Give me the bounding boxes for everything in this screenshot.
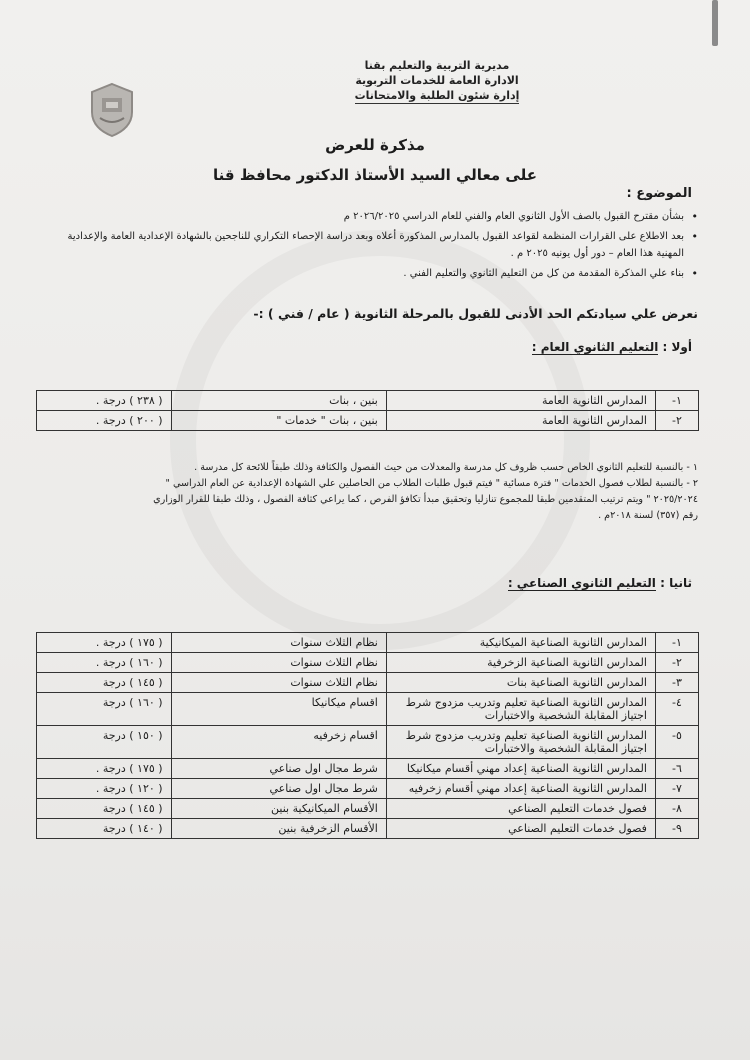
table-row — [37, 411, 699, 431]
score-cell: ( ١٤٠ ) درجة — [37, 819, 172, 839]
table-row — [37, 633, 699, 653]
row-number: ٤- — [655, 693, 698, 726]
row-number: ٣- — [655, 673, 698, 693]
table-row — [37, 819, 699, 839]
school-cell: المدارس الثانوية الصناعية إعداد مهني أقسام ميكانيكا — [386, 759, 655, 779]
score-cell: ( ١٦٠ ) درجة — [37, 693, 172, 726]
section-title: التعليم الثانوي الصناعي : — [507, 576, 656, 590]
type-cell: اقسام ميكانيكا — [171, 693, 386, 726]
bullet-item: • بعد الاطلاع على القرارات المنظمة لقواعد القبول بالمدارس المذكورة أعلاه وبعد دراسة الإحصاء التكراري للناجحين بالشهادة الإعدادية العامة والإعدادية المهنية هذا العام – دور أول يونيه ٢٠٢٥ م . — [48, 228, 698, 262]
table-row — [37, 799, 699, 819]
type-cell: بنين ، بنات — [171, 391, 386, 411]
school-cell: المدارس الثانوية الصناعية الميكانيكية — [386, 633, 655, 653]
row-number: ٥- — [655, 726, 698, 759]
note-line: ٢ - بالنسبة لطلاب فصول الخدمات " فترة مسائية " فيتم قبول طلبات الطلاب من الحاصلين علي الشهادة الإعدادية عن العام الدراسي " — [165, 478, 698, 489]
school-cell: المدارس الثانوية الصناعية الزخرفية — [386, 653, 655, 673]
ministry-logo-icon — [88, 82, 136, 138]
letterhead-line: مديرية التربية والتعليم بقنا — [364, 59, 510, 72]
table-row — [37, 673, 699, 693]
note-line: ١ - بالنسبة للتعليم الثانوي الخاص حسب ظروف كل مدرسة والمعدلات من حيث الفصول والكثافة وذلك طبقاً للائحة كل مدرسة . — [194, 462, 698, 473]
section-title: التعليم الثانوي العام : — [531, 340, 659, 354]
letterhead-line: الادارة العامة للخدمات التربوية — [355, 74, 519, 87]
type-cell: الأقسام الزخرفية بنين — [171, 819, 386, 839]
school-cell: فصول خدمات التعليم الصناعي — [386, 819, 655, 839]
school-cell: المدارس الثانوية الصناعية بنات — [386, 673, 655, 693]
type-cell: نظام الثلاث سنوات — [171, 673, 386, 693]
section-prefix: ثانيا : — [660, 576, 692, 590]
memo-addressee: على معالي السيد الأستاذ الدكتور محافظ قنا — [213, 166, 537, 184]
school-cell: المدارس الثانوية العامة — [386, 411, 655, 431]
subject-label: الموضوع : — [626, 186, 692, 201]
letterhead — [322, 58, 552, 104]
industrial-secondary-table — [36, 632, 699, 839]
score-cell: ( ١٦٠ ) درجة . — [37, 653, 172, 673]
letterhead-line: إدارة شئون الطلبة والامتحانات — [354, 89, 520, 102]
row-number: ٩- — [655, 819, 698, 839]
score-cell: ( ٢٠٠ ) درجة . — [37, 411, 172, 431]
type-cell: اقسام زخرفيه — [171, 726, 386, 759]
score-cell: ( ٢٣٨ ) درجة . — [37, 391, 172, 411]
type-cell: شرط مجال اول صناعي — [171, 759, 386, 779]
score-cell: ( ١٢٠ ) درجة . — [37, 779, 172, 799]
school-cell: المدارس الثانوية العامة — [386, 391, 655, 411]
type-cell: بنين ، بنات " خدمات " — [171, 411, 386, 431]
type-cell: شرط مجال اول صناعي — [171, 779, 386, 799]
note-line: ٢٠٢٥/٢٠٢٤ " ويتم ترتيب المتقدمين طبقا للمجموع تنازليا وتحقيق مبدأ تكافؤ الفرص ، كما يراعي كثافة الفصول ، وذلك طبقا للقرار الوزاري — [153, 494, 698, 505]
type-cell: نظام الثلاث سنوات — [171, 653, 386, 673]
school-cell: المدارس الثانوية الصناعية تعليم وتدريب مزدوج شرط اجتياز المقابلة الشخصية والاختبارات — [386, 693, 655, 726]
row-number: ٧- — [655, 779, 698, 799]
school-cell: المدارس الثانوية الصناعية إعداد مهني أقسام زخرفيه — [386, 779, 655, 799]
intro-statement: نعرض علي سيادتكم الحد الأدنى للقبول بالمرحلة الثانوية ( عام / فني ) :- — [253, 306, 698, 321]
score-cell: ( ١٧٥ ) درجة . — [37, 759, 172, 779]
score-cell: ( ١٤٥ ) درجة — [37, 799, 172, 819]
section-heading-industrial — [508, 576, 692, 590]
table-row — [37, 726, 699, 759]
table-row — [37, 391, 699, 411]
row-number: ١- — [655, 391, 698, 411]
row-number: ٦- — [655, 759, 698, 779]
section-heading-general — [532, 340, 692, 354]
row-number: ٨- — [655, 799, 698, 819]
memo-title: مذكرة للعرض — [325, 136, 425, 154]
row-number: ١- — [655, 633, 698, 653]
school-cell: المدارس الثانوية الصناعية تعليم وتدريب مزدوج شرط اجتياز المقابلة الشخصية والاختبارات — [386, 726, 655, 759]
bullet-item: • بشأن مقترح القبول بالصف الأول الثانوي العام والفني للعام الدراسي ٢٠٢٦/٢٠٢٥ م — [48, 208, 698, 225]
type-cell: نظام الثلاث سنوات — [171, 633, 386, 653]
row-number: ٢- — [655, 411, 698, 431]
note-line: رقم (٣٥٧) لسنة ٢٠١٨م . — [598, 510, 698, 521]
table-row — [37, 653, 699, 673]
section-prefix: أولا : — [662, 340, 692, 354]
score-cell: ( ١٤٥ ) درجة — [37, 673, 172, 693]
row-number: ٢- — [655, 653, 698, 673]
score-cell: ( ١٧٥ ) درجة . — [37, 633, 172, 653]
type-cell: الأقسام الميكانيكية بنين — [171, 799, 386, 819]
table-row — [37, 693, 699, 726]
table-row — [37, 779, 699, 799]
notes-block — [48, 460, 698, 524]
subject-bullets — [48, 208, 698, 285]
school-cell: فصول خدمات التعليم الصناعي — [386, 799, 655, 819]
score-cell: ( ١٥٠ ) درجة — [37, 726, 172, 759]
table-row — [37, 759, 699, 779]
general-secondary-table — [36, 390, 699, 431]
bullet-item: • بناء علي المذكرة المقدمة من كل من التعليم الثانوي والتعليم الفني . — [48, 265, 698, 282]
staple — [712, 0, 718, 46]
